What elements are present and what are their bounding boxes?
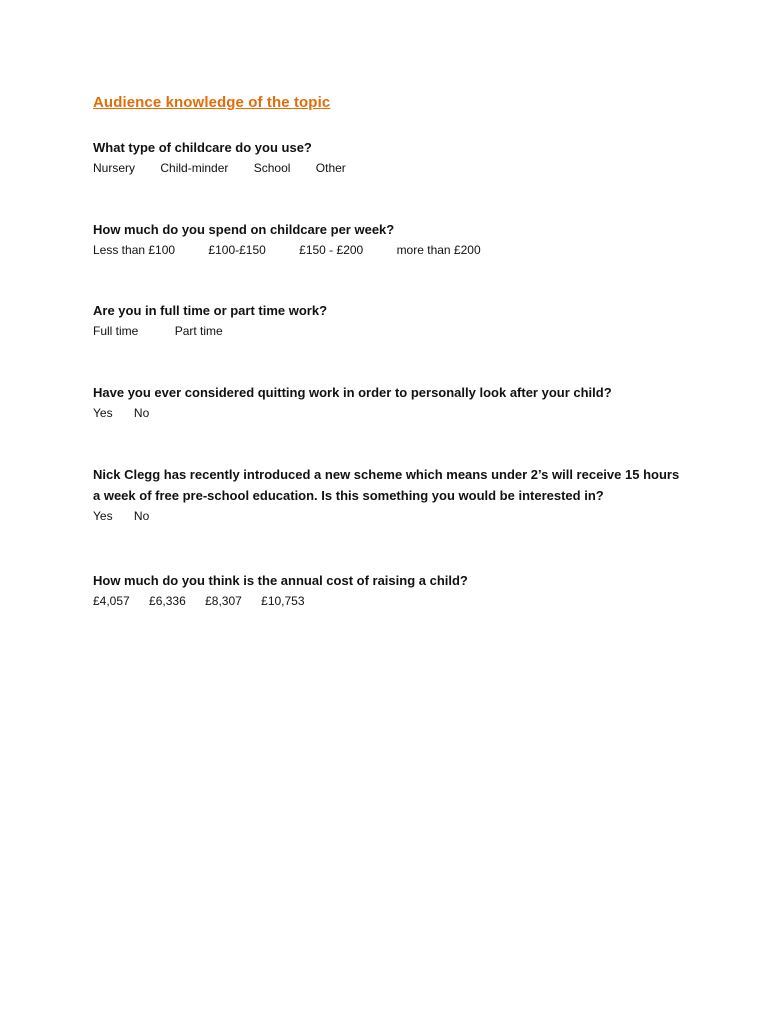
answer-option: £4,057: [93, 594, 130, 608]
document-title: Audience knowledge of the topic: [93, 94, 331, 111]
answer-option: £100-£150: [208, 243, 266, 257]
answer-option: Full time: [93, 324, 139, 338]
question-block: [93, 464, 693, 526]
answer-option: Nursery: [93, 161, 136, 175]
question-text: Nick Clegg has recently introduced a new scheme which means under 2’s will receive 15 hours a week of free pre-school education. Is this something you would be interested in?: [93, 467, 680, 503]
answer-options: [93, 240, 693, 260]
question-block: [93, 300, 693, 341]
question-text: Are you in full time or part time work?: [93, 303, 328, 318]
answer-options: [93, 321, 693, 341]
answer-option: more than £200: [396, 243, 481, 257]
answer-option: No: [133, 509, 150, 523]
answer-option: £8,307: [205, 594, 242, 608]
question-block: [93, 570, 693, 611]
answer-option: £6,336: [149, 594, 186, 608]
answer-options: [93, 158, 693, 178]
answer-option: Part time: [174, 324, 223, 338]
answer-option: Other: [315, 161, 346, 175]
question-text: How much do you spend on childcare per week?: [93, 222, 395, 237]
answer-option: £150 - £200: [299, 243, 364, 257]
question-text: What type of childcare do you use?: [93, 140, 312, 155]
question-block: [93, 137, 693, 178]
question-text: Have you ever considered quitting work in order to personally look after your child?: [93, 385, 612, 400]
answer-option: Yes: [93, 509, 113, 523]
answer-option: £10,753: [261, 594, 305, 608]
answer-options: [93, 506, 693, 526]
answer-option: Less than £100: [93, 243, 176, 257]
question-block: [93, 382, 693, 423]
answer-options: [93, 591, 693, 611]
question-text: How much do you think is the annual cost of raising a child?: [93, 573, 468, 588]
answer-option: Yes: [93, 406, 113, 420]
answer-option: No: [133, 406, 150, 420]
answer-option: School: [253, 161, 291, 175]
answer-option: Child-minder: [160, 161, 229, 175]
question-block: [93, 219, 693, 260]
answer-options: [93, 403, 693, 423]
